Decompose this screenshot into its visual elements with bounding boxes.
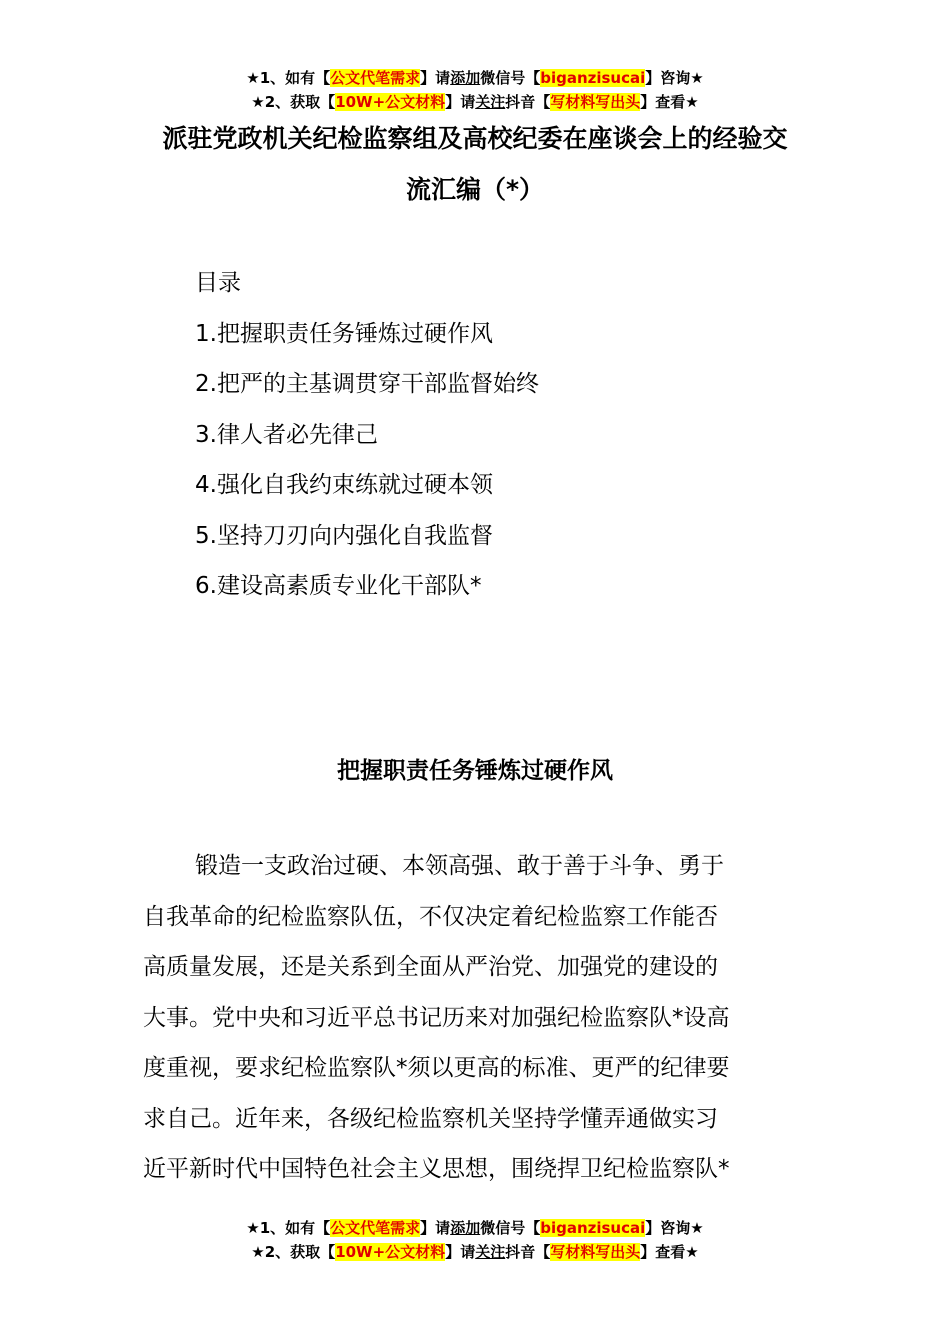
banner-text: 】查看★	[640, 1243, 699, 1261]
banner-highlight: 写材料写出头	[550, 93, 641, 111]
banner-highlight: biganzisucai	[540, 1219, 646, 1237]
body-line-6: 求自己。近年来，各级纪检监察机关坚持学懂弄通做实习	[143, 1106, 718, 1132]
banner-text: ★1、如有【	[246, 1219, 331, 1237]
banner-text: 抖音【	[505, 93, 551, 111]
banner-text: 】查看★	[640, 93, 699, 111]
banner-text: 】请	[420, 1219, 451, 1237]
document-title-line-1: 派驻党政机关纪检监察组及高校纪委在座谈会上的经验交	[162, 124, 788, 153]
banner-highlight: 写材料写出头	[550, 1243, 641, 1261]
section-heading: 把握职责任务锤炼过硬作风	[337, 758, 613, 784]
body-line-4: 大事。党中央和习近平总书记历来对加强纪检监察队*设高	[143, 1005, 730, 1031]
banner-underline-text: 添加	[450, 69, 481, 87]
header-banner	[0, 66, 950, 114]
banner-highlight: 10W+公文材料	[335, 1243, 446, 1261]
toc-heading: 目录	[195, 270, 241, 296]
toc-item-3: 3.律人者必先律己	[195, 422, 378, 448]
banner-text: ★1、如有【	[246, 69, 331, 87]
banner-text: 】请	[420, 69, 451, 87]
body-line-2: 自我革命的纪检监察队伍，不仅决定着纪检监察工作能否	[143, 904, 718, 930]
toc-item-5: 5.坚持刀刃向内强化自我监督	[195, 523, 493, 549]
banner-highlight: 10W+公文材料	[335, 93, 446, 111]
banner-text: ★2、获取【	[251, 1243, 336, 1261]
banner-text: ★2、获取【	[251, 93, 336, 111]
banner-text: 抖音【	[505, 1243, 551, 1261]
banner-underline-text: 添加	[450, 1219, 481, 1237]
document-title-line-2: 流汇编（*）	[405, 175, 545, 204]
body-line-1: 锻造一支政治过硬、本领高强、敢于善于斗争、勇于	[195, 853, 724, 879]
banner-underline-text: 关注	[475, 1243, 506, 1261]
toc-item-2: 2.把严的主基调贯穿干部监督始终	[195, 371, 539, 397]
banner-highlight: 公文代笔需求	[330, 69, 421, 87]
banner-text: 】咨询★	[645, 69, 704, 87]
banner-line-2	[0, 90, 950, 114]
banner-text: 】请	[445, 1243, 476, 1261]
toc-item-1: 1.把握职责任务锤炼过硬作风	[195, 321, 493, 347]
body-line-5: 度重视，要求纪检监察队*须以更高的标准、更严的纪律要	[143, 1055, 730, 1081]
banner-highlight: biganzisucai	[540, 69, 646, 87]
banner-line-2	[0, 1240, 950, 1264]
banner-text: 微信号【	[480, 69, 541, 87]
footer-banner	[0, 1216, 950, 1264]
toc-item-6: 6.建设高素质专业化干部队*	[195, 573, 482, 599]
toc-item-4: 4.强化自我约束练就过硬本领	[195, 472, 493, 498]
body-line-3: 高质量发展，还是关系到全面从严治党、加强党的建设的	[143, 954, 718, 980]
body-line-7: 近平新时代中国特色社会主义思想，围绕捍卫纪检监察队*	[143, 1156, 730, 1182]
banner-highlight: 公文代笔需求	[330, 1219, 421, 1237]
banner-line-1	[0, 66, 950, 90]
banner-line-1	[0, 1216, 950, 1240]
banner-text: 】请	[445, 93, 476, 111]
banner-text: 微信号【	[480, 1219, 541, 1237]
banner-text: 】咨询★	[645, 1219, 704, 1237]
banner-underline-text: 关注	[475, 93, 506, 111]
